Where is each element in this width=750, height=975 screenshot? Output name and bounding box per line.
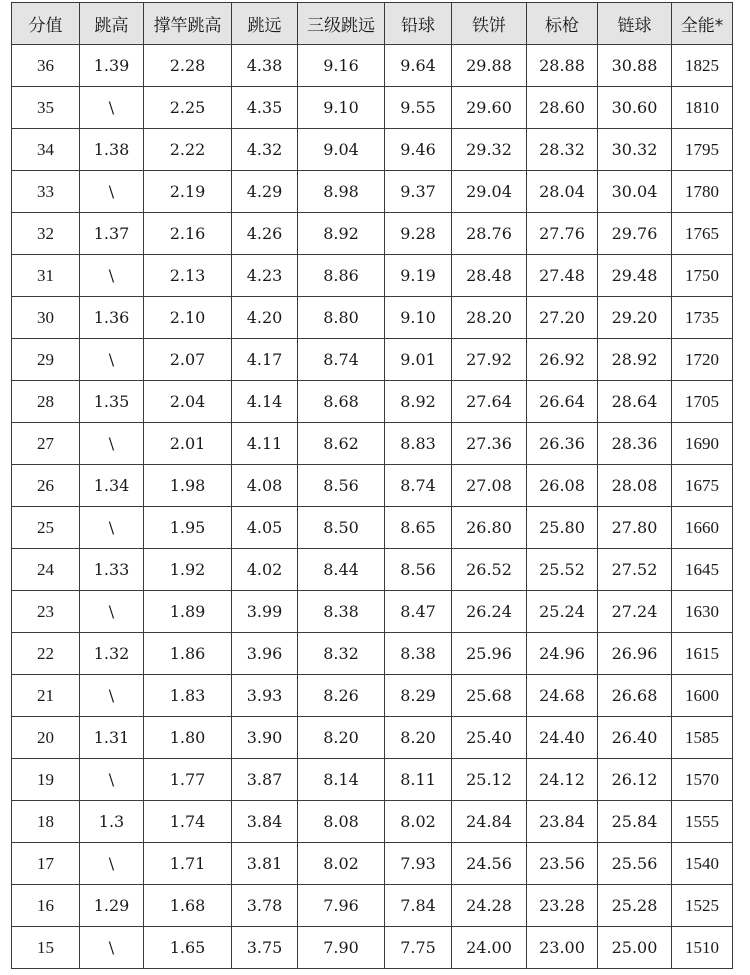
- table-row: [12, 297, 733, 339]
- cell-hammer: 26.40: [598, 717, 672, 759]
- cell-combined: 1525: [672, 885, 733, 927]
- cell-pole-vault: 2.10: [144, 297, 232, 339]
- cell-triple-jump: 9.16: [298, 45, 385, 87]
- cell-high-jump: \: [80, 339, 144, 381]
- cell-high-jump: 1.3: [80, 801, 144, 843]
- cell-hammer: 28.92: [598, 339, 672, 381]
- cell-hammer: 28.36: [598, 423, 672, 465]
- cell-shot-put: 9.19: [385, 255, 452, 297]
- header-score: 分值: [12, 3, 80, 45]
- cell-triple-jump: 8.62: [298, 423, 385, 465]
- cell-shot-put: 8.74: [385, 465, 452, 507]
- cell-high-jump: 1.39: [80, 45, 144, 87]
- cell-score: 16: [12, 885, 80, 927]
- cell-long-jump: 4.29: [232, 171, 298, 213]
- table-row: [12, 717, 733, 759]
- cell-combined: 1600: [672, 675, 733, 717]
- cell-combined: 1735: [672, 297, 733, 339]
- cell-pole-vault: 1.65: [144, 927, 232, 969]
- cell-javelin: 26.92: [527, 339, 598, 381]
- cell-combined: 1705: [672, 381, 733, 423]
- cell-high-jump: 1.37: [80, 213, 144, 255]
- cell-triple-jump: 8.14: [298, 759, 385, 801]
- table-row: [12, 927, 733, 969]
- cell-discus: 26.24: [452, 591, 527, 633]
- cell-score: 28: [12, 381, 80, 423]
- cell-hammer: 26.12: [598, 759, 672, 801]
- cell-triple-jump: 8.98: [298, 171, 385, 213]
- cell-hammer: 25.84: [598, 801, 672, 843]
- cell-triple-jump: 8.92: [298, 213, 385, 255]
- cell-hammer: 27.24: [598, 591, 672, 633]
- cell-triple-jump: 7.96: [298, 885, 385, 927]
- cell-javelin: 25.80: [527, 507, 598, 549]
- cell-combined: 1660: [672, 507, 733, 549]
- cell-score: 22: [12, 633, 80, 675]
- cell-high-jump: \: [80, 423, 144, 465]
- cell-score: 23: [12, 591, 80, 633]
- cell-pole-vault: 1.80: [144, 717, 232, 759]
- cell-hammer: 27.52: [598, 549, 672, 591]
- cell-combined: 1555: [672, 801, 733, 843]
- cell-shot-put: 8.38: [385, 633, 452, 675]
- cell-discus: 25.68: [452, 675, 527, 717]
- cell-high-jump: 1.33: [80, 549, 144, 591]
- cell-hammer: 28.64: [598, 381, 672, 423]
- cell-long-jump: 4.11: [232, 423, 298, 465]
- cell-long-jump: 4.32: [232, 129, 298, 171]
- cell-long-jump: 4.05: [232, 507, 298, 549]
- cell-triple-jump: 9.10: [298, 87, 385, 129]
- cell-pole-vault: 2.22: [144, 129, 232, 171]
- table-header: [12, 3, 733, 45]
- cell-long-jump: 4.26: [232, 213, 298, 255]
- cell-javelin: 26.64: [527, 381, 598, 423]
- cell-pole-vault: 1.95: [144, 507, 232, 549]
- cell-combined: 1825: [672, 45, 733, 87]
- cell-pole-vault: 1.71: [144, 843, 232, 885]
- cell-pole-vault: 1.68: [144, 885, 232, 927]
- cell-shot-put: 8.47: [385, 591, 452, 633]
- cell-triple-jump: 8.32: [298, 633, 385, 675]
- cell-long-jump: 4.23: [232, 255, 298, 297]
- table-row: [12, 591, 733, 633]
- cell-hammer: 30.32: [598, 129, 672, 171]
- cell-hammer: 29.48: [598, 255, 672, 297]
- table-row: [12, 885, 733, 927]
- header-combined: 全能*: [672, 3, 733, 45]
- cell-pole-vault: 1.98: [144, 465, 232, 507]
- cell-triple-jump: 8.44: [298, 549, 385, 591]
- cell-score: 17: [12, 843, 80, 885]
- cell-pole-vault: 1.83: [144, 675, 232, 717]
- cell-long-jump: 3.78: [232, 885, 298, 927]
- cell-score: 26: [12, 465, 80, 507]
- cell-high-jump: \: [80, 507, 144, 549]
- cell-high-jump: 1.36: [80, 297, 144, 339]
- table-row: [12, 381, 733, 423]
- cell-pole-vault: 2.07: [144, 339, 232, 381]
- cell-discus: 25.12: [452, 759, 527, 801]
- cell-score: 27: [12, 423, 80, 465]
- cell-long-jump: 4.02: [232, 549, 298, 591]
- cell-javelin: 26.08: [527, 465, 598, 507]
- score-table: [11, 2, 733, 969]
- cell-triple-jump: 8.74: [298, 339, 385, 381]
- cell-score: 36: [12, 45, 80, 87]
- cell-discus: 29.04: [452, 171, 527, 213]
- table-row: [12, 633, 733, 675]
- cell-discus: 28.48: [452, 255, 527, 297]
- cell-hammer: 30.04: [598, 171, 672, 213]
- cell-discus: 27.08: [452, 465, 527, 507]
- header-triple-jump: 三级跳远: [298, 3, 385, 45]
- cell-high-jump: \: [80, 591, 144, 633]
- cell-discus: 24.84: [452, 801, 527, 843]
- cell-combined: 1720: [672, 339, 733, 381]
- cell-long-jump: 4.17: [232, 339, 298, 381]
- cell-score: 33: [12, 171, 80, 213]
- cell-javelin: 27.20: [527, 297, 598, 339]
- cell-triple-jump: 8.08: [298, 801, 385, 843]
- cell-shot-put: 9.01: [385, 339, 452, 381]
- cell-score: 19: [12, 759, 80, 801]
- cell-score: 15: [12, 927, 80, 969]
- cell-pole-vault: 2.13: [144, 255, 232, 297]
- cell-javelin: 27.48: [527, 255, 598, 297]
- table-row: [12, 45, 733, 87]
- cell-combined: 1810: [672, 87, 733, 129]
- table-row: [12, 675, 733, 717]
- cell-combined: 1690: [672, 423, 733, 465]
- cell-score: 24: [12, 549, 80, 591]
- cell-hammer: 25.56: [598, 843, 672, 885]
- table-row: [12, 87, 733, 129]
- table-row: [12, 339, 733, 381]
- cell-combined: 1585: [672, 717, 733, 759]
- cell-javelin: 28.32: [527, 129, 598, 171]
- cell-shot-put: 9.28: [385, 213, 452, 255]
- cell-score: 31: [12, 255, 80, 297]
- cell-hammer: 28.08: [598, 465, 672, 507]
- cell-triple-jump: 7.90: [298, 927, 385, 969]
- cell-shot-put: 8.29: [385, 675, 452, 717]
- cell-long-jump: 3.75: [232, 927, 298, 969]
- table-row: [12, 843, 733, 885]
- cell-javelin: 27.76: [527, 213, 598, 255]
- cell-combined: 1750: [672, 255, 733, 297]
- cell-triple-jump: 8.26: [298, 675, 385, 717]
- table-row: [12, 213, 733, 255]
- cell-high-jump: \: [80, 171, 144, 213]
- cell-combined: 1795: [672, 129, 733, 171]
- cell-shot-put: 8.92: [385, 381, 452, 423]
- cell-high-jump: \: [80, 843, 144, 885]
- cell-shot-put: 9.37: [385, 171, 452, 213]
- table-row: [12, 129, 733, 171]
- cell-high-jump: 1.29: [80, 885, 144, 927]
- cell-score: 29: [12, 339, 80, 381]
- cell-javelin: 25.24: [527, 591, 598, 633]
- table-row: [12, 507, 733, 549]
- cell-high-jump: 1.35: [80, 381, 144, 423]
- cell-shot-put: 7.93: [385, 843, 452, 885]
- cell-triple-jump: 8.56: [298, 465, 385, 507]
- cell-discus: 27.92: [452, 339, 527, 381]
- cell-hammer: 30.88: [598, 45, 672, 87]
- cell-score: 34: [12, 129, 80, 171]
- header-shot-put: 铅球: [385, 3, 452, 45]
- cell-shot-put: 9.55: [385, 87, 452, 129]
- cell-pole-vault: 1.74: [144, 801, 232, 843]
- cell-triple-jump: 8.38: [298, 591, 385, 633]
- cell-discus: 25.96: [452, 633, 527, 675]
- cell-shot-put: 8.83: [385, 423, 452, 465]
- cell-long-jump: 3.99: [232, 591, 298, 633]
- cell-long-jump: 4.38: [232, 45, 298, 87]
- cell-score: 20: [12, 717, 80, 759]
- cell-pole-vault: 1.89: [144, 591, 232, 633]
- cell-long-jump: 3.93: [232, 675, 298, 717]
- cell-triple-jump: 8.86: [298, 255, 385, 297]
- table-row: [12, 255, 733, 297]
- cell-pole-vault: 2.04: [144, 381, 232, 423]
- cell-pole-vault: 2.19: [144, 171, 232, 213]
- cell-long-jump: 3.87: [232, 759, 298, 801]
- cell-combined: 1765: [672, 213, 733, 255]
- cell-triple-jump: 8.50: [298, 507, 385, 549]
- cell-javelin: 26.36: [527, 423, 598, 465]
- cell-pole-vault: 2.01: [144, 423, 232, 465]
- cell-javelin: 24.68: [527, 675, 598, 717]
- cell-score: 21: [12, 675, 80, 717]
- cell-score: 32: [12, 213, 80, 255]
- cell-javelin: 28.60: [527, 87, 598, 129]
- cell-javelin: 24.96: [527, 633, 598, 675]
- cell-pole-vault: 1.77: [144, 759, 232, 801]
- header-javelin: 标枪: [527, 3, 598, 45]
- cell-shot-put: 8.65: [385, 507, 452, 549]
- cell-combined: 1570: [672, 759, 733, 801]
- cell-shot-put: 7.75: [385, 927, 452, 969]
- cell-hammer: 26.96: [598, 633, 672, 675]
- table-row: [12, 171, 733, 213]
- cell-shot-put: 9.46: [385, 129, 452, 171]
- cell-javelin: 23.28: [527, 885, 598, 927]
- cell-shot-put: 9.64: [385, 45, 452, 87]
- header-long-jump: 跳远: [232, 3, 298, 45]
- cell-triple-jump: 8.68: [298, 381, 385, 423]
- cell-triple-jump: 8.02: [298, 843, 385, 885]
- cell-discus: 28.76: [452, 213, 527, 255]
- cell-pole-vault: 1.86: [144, 633, 232, 675]
- cell-javelin: 28.04: [527, 171, 598, 213]
- cell-discus: 25.40: [452, 717, 527, 759]
- header-high-jump: 跳高: [80, 3, 144, 45]
- cell-javelin: 23.00: [527, 927, 598, 969]
- cell-combined: 1630: [672, 591, 733, 633]
- cell-discus: 24.00: [452, 927, 527, 969]
- cell-high-jump: 1.38: [80, 129, 144, 171]
- cell-discus: 27.64: [452, 381, 527, 423]
- cell-high-jump: \: [80, 255, 144, 297]
- cell-long-jump: 3.90: [232, 717, 298, 759]
- cell-shot-put: 7.84: [385, 885, 452, 927]
- cell-javelin: 23.56: [527, 843, 598, 885]
- cell-shot-put: 9.10: [385, 297, 452, 339]
- cell-shot-put: 8.56: [385, 549, 452, 591]
- cell-pole-vault: 2.16: [144, 213, 232, 255]
- cell-hammer: 26.68: [598, 675, 672, 717]
- cell-discus: 28.20: [452, 297, 527, 339]
- cell-score: 25: [12, 507, 80, 549]
- cell-pole-vault: 2.25: [144, 87, 232, 129]
- cell-pole-vault: 2.28: [144, 45, 232, 87]
- cell-high-jump: 1.34: [80, 465, 144, 507]
- table-row: [12, 549, 733, 591]
- cell-pole-vault: 1.92: [144, 549, 232, 591]
- cell-shot-put: 8.20: [385, 717, 452, 759]
- cell-high-jump: \: [80, 87, 144, 129]
- cell-combined: 1510: [672, 927, 733, 969]
- cell-long-jump: 4.08: [232, 465, 298, 507]
- cell-high-jump: \: [80, 759, 144, 801]
- cell-long-jump: 4.35: [232, 87, 298, 129]
- cell-high-jump: \: [80, 927, 144, 969]
- header-pole-vault: 撑竿跳高: [144, 3, 232, 45]
- cell-long-jump: 4.20: [232, 297, 298, 339]
- table-row: [12, 423, 733, 465]
- cell-long-jump: 3.84: [232, 801, 298, 843]
- cell-shot-put: 8.02: [385, 801, 452, 843]
- cell-javelin: 24.40: [527, 717, 598, 759]
- header-hammer: 链球: [598, 3, 672, 45]
- cell-long-jump: 4.14: [232, 381, 298, 423]
- cell-discus: 29.32: [452, 129, 527, 171]
- cell-combined: 1645: [672, 549, 733, 591]
- cell-shot-put: 8.11: [385, 759, 452, 801]
- cell-discus: 26.80: [452, 507, 527, 549]
- cell-combined: 1780: [672, 171, 733, 213]
- cell-javelin: 25.52: [527, 549, 598, 591]
- cell-hammer: 25.28: [598, 885, 672, 927]
- cell-triple-jump: 8.20: [298, 717, 385, 759]
- cell-high-jump: 1.32: [80, 633, 144, 675]
- cell-triple-jump: 8.80: [298, 297, 385, 339]
- cell-long-jump: 3.96: [232, 633, 298, 675]
- table-row: [12, 801, 733, 843]
- cell-discus: 29.88: [452, 45, 527, 87]
- cell-long-jump: 3.81: [232, 843, 298, 885]
- cell-combined: 1675: [672, 465, 733, 507]
- cell-discus: 29.60: [452, 87, 527, 129]
- cell-discus: 24.56: [452, 843, 527, 885]
- cell-high-jump: 1.31: [80, 717, 144, 759]
- cell-hammer: 25.00: [598, 927, 672, 969]
- cell-hammer: 29.20: [598, 297, 672, 339]
- cell-hammer: 30.60: [598, 87, 672, 129]
- cell-discus: 26.52: [452, 549, 527, 591]
- cell-score: 35: [12, 87, 80, 129]
- cell-hammer: 27.80: [598, 507, 672, 549]
- table-body: [12, 45, 733, 969]
- cell-discus: 27.36: [452, 423, 527, 465]
- table-row: [12, 759, 733, 801]
- cell-javelin: 28.88: [527, 45, 598, 87]
- cell-high-jump: \: [80, 675, 144, 717]
- cell-javelin: 23.84: [527, 801, 598, 843]
- cell-discus: 24.28: [452, 885, 527, 927]
- cell-triple-jump: 9.04: [298, 129, 385, 171]
- header-row: [12, 3, 733, 45]
- table-row: [12, 465, 733, 507]
- cell-javelin: 24.12: [527, 759, 598, 801]
- cell-score: 18: [12, 801, 80, 843]
- cell-combined: 1615: [672, 633, 733, 675]
- cell-hammer: 29.76: [598, 213, 672, 255]
- cell-score: 30: [12, 297, 80, 339]
- header-discus: 铁饼: [452, 3, 527, 45]
- cell-combined: 1540: [672, 843, 733, 885]
